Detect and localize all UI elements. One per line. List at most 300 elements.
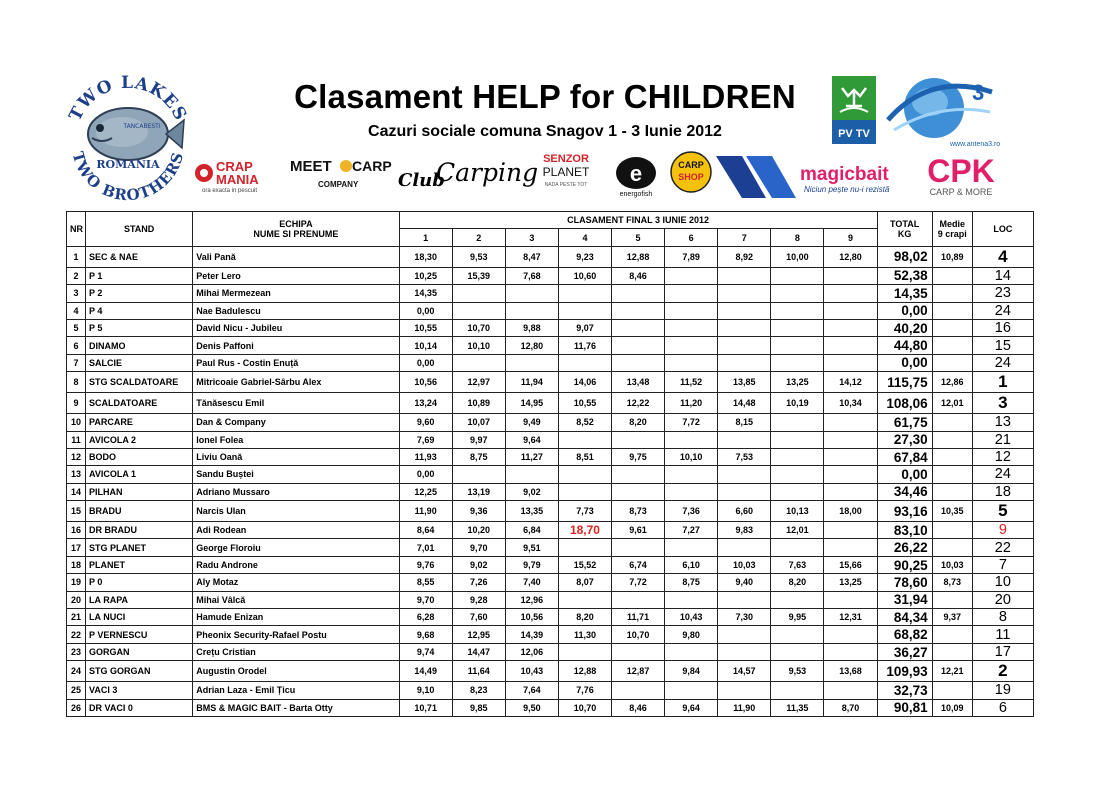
row-score-1: 10,55 [399,319,452,336]
svg-text:e: e [629,161,643,186]
logo-romania-text: ROMANIA [96,158,160,171]
row-nr: 17 [67,539,86,556]
row-stand: DINAMO [86,337,193,354]
energofish-text: energofish [619,191,653,198]
row-average: 9,37 [932,609,972,626]
row-score-5: 7,72 [612,574,665,591]
row-score-1: 9,74 [399,643,452,660]
crap-mania-logo [194,157,286,193]
row-score-1: 11,93 [399,448,452,465]
row-score-3: 14,39 [505,626,558,643]
row-nr: 14 [67,483,86,500]
row-nr: 11 [67,431,86,448]
row-team: Mihai Mermezean [193,285,399,302]
globe-url: www.antena3.ro [950,141,1000,148]
row-score-5: 8,46 [612,699,665,716]
table-row [67,661,1034,682]
row-nr: 4 [67,302,86,319]
row-place: 24 [972,466,1033,483]
row-score-4: 11,76 [558,337,611,354]
row-score-8: 13,25 [771,372,824,393]
carp-shop-line1: CARP [678,160,704,170]
row-nr: 12 [67,448,86,465]
row-average [932,591,972,608]
row-stand: STG GORGAN [86,661,193,682]
row-score-6: 7,36 [665,501,718,522]
row-score-4: 15,52 [558,556,611,573]
row-score-1: 8,64 [399,522,452,539]
table-row [67,699,1034,716]
row-score-4 [558,354,611,371]
header-round-8: 8 [771,229,824,246]
row-team: Crețu Cristian [193,643,399,660]
row-average [932,431,972,448]
row-place: 22 [972,539,1033,556]
row-score-5 [612,466,665,483]
row-score-1: 14,49 [399,661,452,682]
row-score-1: 0,00 [399,466,452,483]
row-score-6: 7,89 [665,246,718,267]
row-score-3: 12,80 [505,337,558,354]
row-nr: 21 [67,609,86,626]
row-score-3: 14,95 [505,393,558,414]
row-score-1: 10,14 [399,337,452,354]
row-score-9: 10,34 [824,393,877,414]
row-score-2: 12,97 [452,372,505,393]
row-score-4 [558,302,611,319]
row-score-4 [558,466,611,483]
row-score-3: 6,84 [505,522,558,539]
row-score-2: 9,85 [452,699,505,716]
row-place: 19 [972,682,1033,699]
row-score-4 [558,643,611,660]
row-nr: 22 [67,626,86,643]
header-round-6: 6 [665,229,718,246]
header-round-5: 5 [612,229,665,246]
row-score-3: 9,51 [505,539,558,556]
row-average [932,337,972,354]
svg-text:3: 3 [972,80,985,105]
row-team: Adriano Mussaro [193,483,399,500]
row-stand: PILHAN [86,483,193,500]
row-stand: P 5 [86,319,193,336]
magicbait-logo [716,152,918,202]
row-score-6: 10,10 [665,448,718,465]
crap-mania-tag: ora exacta in pescuit [202,188,258,193]
row-score-1: 9,76 [399,556,452,573]
row-nr: 5 [67,319,86,336]
row-score-2: 10,70 [452,319,505,336]
row-score-2: 9,28 [452,591,505,608]
magicbait-tag: Niciun pește nu-i rezistă [804,185,890,194]
row-total: 31,94 [877,591,932,608]
row-score-1: 11,90 [399,501,452,522]
row-score-3: 12,06 [505,643,558,660]
row-score-2: 9,36 [452,501,505,522]
header-nr: NR [67,212,86,247]
row-score-4 [558,483,611,500]
row-score-1: 12,25 [399,483,452,500]
row-score-5: 9,75 [612,448,665,465]
row-score-3 [505,466,558,483]
row-score-4: 9,23 [558,246,611,267]
row-place: 15 [972,337,1033,354]
row-score-1: 7,01 [399,539,452,556]
row-score-3: 7,68 [505,267,558,284]
row-average [932,319,972,336]
row-nr: 24 [67,661,86,682]
table-row [67,302,1034,319]
header-round-2: 2 [452,229,505,246]
row-score-5 [612,319,665,336]
row-score-6: 9,80 [665,626,718,643]
row-score-9 [824,319,877,336]
row-score-6: 10,43 [665,609,718,626]
row-score-9: 15,66 [824,556,877,573]
row-stand: P VERNESCU [86,626,193,643]
header-round-4: 4 [558,229,611,246]
row-nr: 19 [67,574,86,591]
row-nr: 16 [67,522,86,539]
row-place: 4 [972,246,1033,267]
row-score-6: 9,64 [665,699,718,716]
standings-table [66,211,1034,717]
row-nr: 1 [67,246,86,267]
row-score-4: 7,73 [558,501,611,522]
row-score-8: 9,53 [771,661,824,682]
row-score-9 [824,483,877,500]
pv-tv-logo [832,76,876,144]
row-stand: DR VACI 0 [86,699,193,716]
row-score-3: 7,64 [505,682,558,699]
row-place: 9 [972,522,1033,539]
row-score-7: 13,85 [718,372,771,393]
row-score-8 [771,682,824,699]
row-score-9 [824,591,877,608]
row-average: 8,73 [932,574,972,591]
row-average [932,682,972,699]
cpk-text: CPK [927,153,995,189]
row-score-2: 9,53 [452,246,505,267]
row-nr: 3 [67,285,86,302]
senzor-line1: SENZOR [543,153,589,165]
row-average [932,522,972,539]
row-score-9 [824,522,877,539]
header-medie-label: Medie [939,218,965,229]
header-final: CLASAMENT FINAL 3 IUNIE 2012 [399,212,877,229]
row-total: 115,75 [877,372,932,393]
page-subtitle: Cazuri sociale comuna Snagov 1 - 3 Iunie 2012 [368,123,722,140]
row-score-2: 7,60 [452,609,505,626]
row-score-7: 11,90 [718,699,771,716]
row-score-1: 9,60 [399,414,452,431]
row-place: 18 [972,483,1033,500]
row-total: 26,22 [877,539,932,556]
table-row [67,431,1034,448]
table-row [67,414,1034,431]
row-score-7: 8,92 [718,246,771,267]
row-score-2: 13,19 [452,483,505,500]
row-stand: BODO [86,448,193,465]
table-row [67,393,1034,414]
row-average: 10,09 [932,699,972,716]
row-team: Vali Pană [193,246,399,267]
row-score-4: 10,70 [558,699,611,716]
row-score-7 [718,431,771,448]
row-score-3 [505,302,558,319]
row-average [932,414,972,431]
logo-small-text: TANCABESTI [123,123,161,130]
row-score-3: 12,96 [505,591,558,608]
header-round-9: 9 [824,229,877,246]
crap-mania-line2: MANIA [216,172,259,187]
row-team: Pheonix Security-Rafael Postu [193,626,399,643]
row-score-6 [665,682,718,699]
row-score-1: 7,69 [399,431,452,448]
row-score-7: 8,15 [718,414,771,431]
row-score-7 [718,466,771,483]
row-score-6 [665,466,718,483]
row-score-9 [824,682,877,699]
row-nr: 8 [67,372,86,393]
row-score-6: 11,20 [665,393,718,414]
two-lakes-two-brothers-logo [62,70,194,202]
logo-top-text: TWO LAKES [65,72,191,125]
row-score-6 [665,539,718,556]
header-round-7: 7 [718,229,771,246]
row-score-3: 9,64 [505,431,558,448]
energofish-logo [606,156,666,198]
row-score-6 [665,319,718,336]
row-total: 0,00 [877,354,932,371]
row-score-7 [718,539,771,556]
row-stand: SALCIE [86,354,193,371]
row-average [932,354,972,371]
row-score-9: 8,70 [824,699,877,716]
row-score-3: 9,50 [505,699,558,716]
row-score-7 [718,626,771,643]
row-place: 6 [972,699,1033,716]
row-stand: AVICOLA 2 [86,431,193,448]
row-team: Mihai Vâlcă [193,591,399,608]
row-score-3: 11,94 [505,372,558,393]
meet-company-text: COMPANY [318,180,359,189]
row-nr: 25 [67,682,86,699]
row-team: Augustin Orodel [193,661,399,682]
header-round-3: 3 [505,229,558,246]
row-score-4: 18,70 [558,522,611,539]
row-score-7 [718,337,771,354]
row-score-6 [665,354,718,371]
row-total: 27,30 [877,431,932,448]
row-score-2 [452,354,505,371]
row-total: 61,75 [877,414,932,431]
row-score-5 [612,591,665,608]
row-score-7: 7,30 [718,609,771,626]
row-stand: GORGAN [86,643,193,660]
row-score-2: 14,47 [452,643,505,660]
row-score-4: 11,30 [558,626,611,643]
row-score-4 [558,285,611,302]
row-average [932,466,972,483]
header-total [877,212,932,247]
row-score-5 [612,483,665,500]
row-place: 23 [972,285,1033,302]
row-score-7: 9,83 [718,522,771,539]
row-score-8: 8,20 [771,574,824,591]
row-score-7 [718,682,771,699]
header-kg-label: KG [897,228,912,239]
club-logo-text: Club [398,170,445,191]
row-nr: 26 [67,699,86,716]
row-score-9 [824,302,877,319]
row-stand: PLANET [86,556,193,573]
row-nr: 10 [67,414,86,431]
row-score-2: 12,95 [452,626,505,643]
row-score-7 [718,354,771,371]
row-score-8 [771,414,824,431]
table-row [67,522,1034,539]
row-score-5: 8,46 [612,267,665,284]
row-average: 10,03 [932,556,972,573]
row-score-9 [824,431,877,448]
table-row [67,501,1034,522]
row-team: Dan & Company [193,414,399,431]
row-score-5: 12,22 [612,393,665,414]
row-total: 36,27 [877,643,932,660]
row-score-3 [505,285,558,302]
table-row [67,643,1034,660]
row-total: 44,80 [877,337,932,354]
row-score-8 [771,302,824,319]
row-score-3: 9,02 [505,483,558,500]
row-score-9: 12,31 [824,609,877,626]
row-score-9: 13,68 [824,661,877,682]
row-score-6 [665,591,718,608]
row-score-3: 10,43 [505,661,558,682]
cpk-tag: CARP & MORE [929,187,993,197]
row-total: 90,25 [877,556,932,573]
row-score-7: 14,57 [718,661,771,682]
page-title: Clasament HELP for CHILDREN [294,78,796,115]
row-total: 0,00 [877,302,932,319]
table-row [67,246,1034,267]
row-stand: LA RAPA [86,591,193,608]
row-average [932,302,972,319]
row-nr: 23 [67,643,86,660]
senzor-tag: NADA PESTE TOT [544,182,588,188]
row-total: 78,60 [877,574,932,591]
row-score-3 [505,354,558,371]
row-score-2: 10,07 [452,414,505,431]
row-score-2: 11,64 [452,661,505,682]
row-score-8: 10,13 [771,501,824,522]
row-average [932,643,972,660]
table-row [67,609,1034,626]
header-echipa-label: ECHIPA [279,218,313,229]
row-score-4: 9,07 [558,319,611,336]
row-score-9 [824,466,877,483]
row-score-5: 12,88 [612,246,665,267]
row-score-4: 8,52 [558,414,611,431]
row-place: 12 [972,448,1033,465]
row-score-3: 9,79 [505,556,558,573]
row-team: Peter Lero [193,267,399,284]
row-score-7: 10,03 [718,556,771,573]
row-score-7 [718,319,771,336]
magicbait-text: magicbait [800,164,889,185]
row-stand: SCALDATOARE [86,393,193,414]
row-score-7 [718,302,771,319]
row-stand: PARCARE [86,414,193,431]
row-total: 14,35 [877,285,932,302]
row-team: Ionel Folea [193,431,399,448]
row-team: Narcis Ulan [193,501,399,522]
row-total: 83,10 [877,522,932,539]
row-stand: P 4 [86,302,193,319]
row-place: 3 [972,393,1033,414]
row-place: 7 [972,556,1033,573]
row-average: 12,01 [932,393,972,414]
row-score-3: 9,88 [505,319,558,336]
row-score-1: 9,68 [399,626,452,643]
row-score-1: 8,55 [399,574,452,591]
row-team: Mitricoaie Gabriel-Sârbu Alex [193,372,399,393]
row-average [932,539,972,556]
row-score-5: 8,20 [612,414,665,431]
row-score-5 [612,643,665,660]
row-score-8: 10,19 [771,393,824,414]
row-score-6: 7,27 [665,522,718,539]
row-average [932,626,972,643]
row-score-5: 8,73 [612,501,665,522]
row-score-2: 10,20 [452,522,505,539]
row-score-6 [665,483,718,500]
row-total: 108,06 [877,393,932,414]
row-score-4: 8,20 [558,609,611,626]
row-score-1: 14,35 [399,285,452,302]
table-row [67,591,1034,608]
row-score-2: 10,10 [452,337,505,354]
row-nr: 18 [67,556,86,573]
row-total: 109,93 [877,661,932,682]
table-row [67,337,1034,354]
row-team: Sandu Buștei [193,466,399,483]
row-score-7 [718,483,771,500]
row-score-7: 7,53 [718,448,771,465]
row-score-8 [771,337,824,354]
row-place: 24 [972,302,1033,319]
row-team: George Floroiu [193,539,399,556]
row-place: 5 [972,501,1033,522]
header-echipa [193,212,399,247]
row-place: 1 [972,372,1033,393]
row-score-7: 9,40 [718,574,771,591]
row-score-8 [771,466,824,483]
row-score-3: 9,49 [505,414,558,431]
row-score-2 [452,285,505,302]
row-score-4 [558,431,611,448]
row-score-8: 10,00 [771,246,824,267]
row-place: 20 [972,591,1033,608]
row-average [932,483,972,500]
row-nr: 20 [67,591,86,608]
row-score-5: 11,71 [612,609,665,626]
header-loc: LOC [972,212,1033,247]
row-team: Aly Motaz [193,574,399,591]
row-total: 32,73 [877,682,932,699]
logo-bottom-text: TWO BROTHERS [68,149,188,202]
